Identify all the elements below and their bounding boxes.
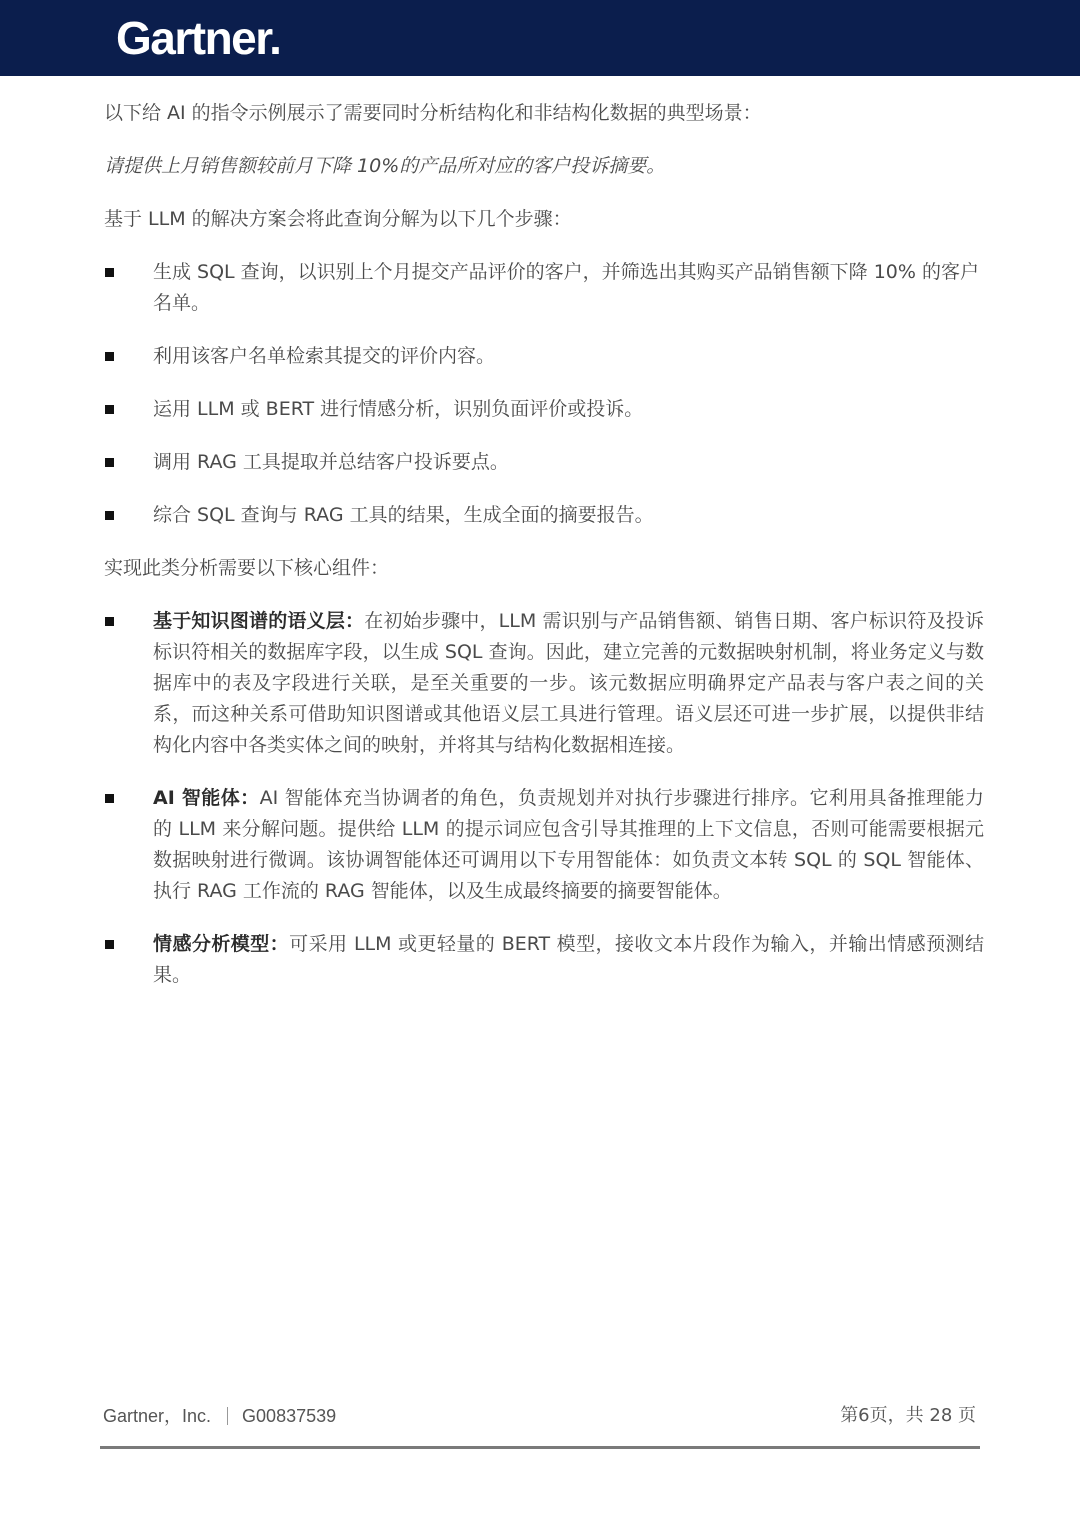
square-bullet-icon: [105, 794, 114, 803]
footer-left: [103, 1403, 336, 1429]
list-item: [104, 447, 984, 478]
component-text: 在初始步骤中，LLM 需识别与产品销售额、销售日期、客户标识符及投诉标识符相关的数据库字段，以生成 SQL 查询。因此，建立完善的元数据映射机制，将业务定义与数据库中的表及字段进行关联，是至关重要的一步。该元数据应明确界定产品表与客户表之间的关系，而这种关系可借助知识图谱或其他语义层工具进行管理。语义层还可进一步扩展，以提供非结构化内容中各类实体之间的映射，并将其与结构化数据相连接。: [153, 610, 984, 756]
square-bullet-icon: [105, 352, 114, 361]
list-item: [104, 606, 984, 761]
list-item: [104, 929, 984, 991]
list-item: [104, 500, 984, 531]
list-item: [104, 394, 984, 425]
step-text: 调用 RAG 工具提取并总结客户投诉要点。: [153, 451, 509, 473]
steps-intro: 基于 LLM 的解决方案会将此查询分解为以下几个步骤：: [104, 208, 572, 230]
component-term: AI 智能体：: [153, 787, 260, 809]
components-intro: 实现此类分析需要以下核心组件：: [104, 557, 390, 579]
step-text: 生成 SQL 查询，以识别上个月提交产品评价的客户，并筛选出其购买产品销售额下降 10% 的客户名单。: [153, 261, 979, 314]
square-bullet-icon: [105, 268, 114, 277]
example-prompt: 请提供上月销售额较前月下降 10%的产品所对应的客户投诉摘要。: [104, 155, 666, 177]
footer-divider: [227, 1407, 228, 1425]
list-item: [104, 783, 984, 907]
step-text: 利用该客户名单检索其提交的评价内容。: [153, 345, 496, 367]
intro-paragraph: 以下给 AI 的指令示例展示了需要同时分析结构化和非结构化数据的典型场景：: [104, 102, 762, 124]
square-bullet-icon: [105, 940, 114, 949]
components-list: [104, 606, 984, 991]
document-body: [104, 98, 984, 1013]
square-bullet-icon: [105, 511, 114, 520]
component-term: 基于知识图谱的语义层：: [153, 610, 365, 632]
step-text: 运用 LLM 或 BERT 进行情感分析，识别负面评价或投诉。: [153, 398, 644, 420]
steps-list: [104, 257, 984, 531]
header-bar: [0, 0, 1080, 76]
component-term: 情感分析模型：: [153, 933, 290, 955]
component-text: AI 智能体充当协调者的角色，负责规划并对执行步骤进行排序。它利用具备推理能力的 LLM 来分解问题。提供给 LLM 的提示词应包含引导其推理的上下文信息，否则可能需要根据元数据映射进行微调。该协调智能体还可调用以下专用智能体：如负责文本转 SQL 的 SQL 智能体、执行 RAG 工作流的 RAG 智能体，以及生成最终摘要的摘要智能体。: [153, 787, 985, 902]
gartner-logo: Gartner.: [116, 12, 281, 64]
square-bullet-icon: [105, 458, 114, 467]
square-bullet-icon: [105, 405, 114, 414]
list-item: [104, 257, 984, 319]
footer-divider-line: [100, 1446, 980, 1449]
footer-page-number: 第6页，共 28 页: [840, 1405, 976, 1426]
footer-doc-id: G00837539: [242, 1406, 337, 1426]
list-item: [104, 341, 984, 372]
component-text: 可采用 LLM 或更轻量的 BERT 模型，接收文本片段作为输入，并输出情感预测结果。: [153, 933, 984, 986]
footer-company: Gartner，Inc.: [103, 1406, 212, 1426]
square-bullet-icon: [105, 617, 114, 626]
step-text: 综合 SQL 查询与 RAG 工具的结果，生成全面的摘要报告。: [153, 504, 654, 526]
